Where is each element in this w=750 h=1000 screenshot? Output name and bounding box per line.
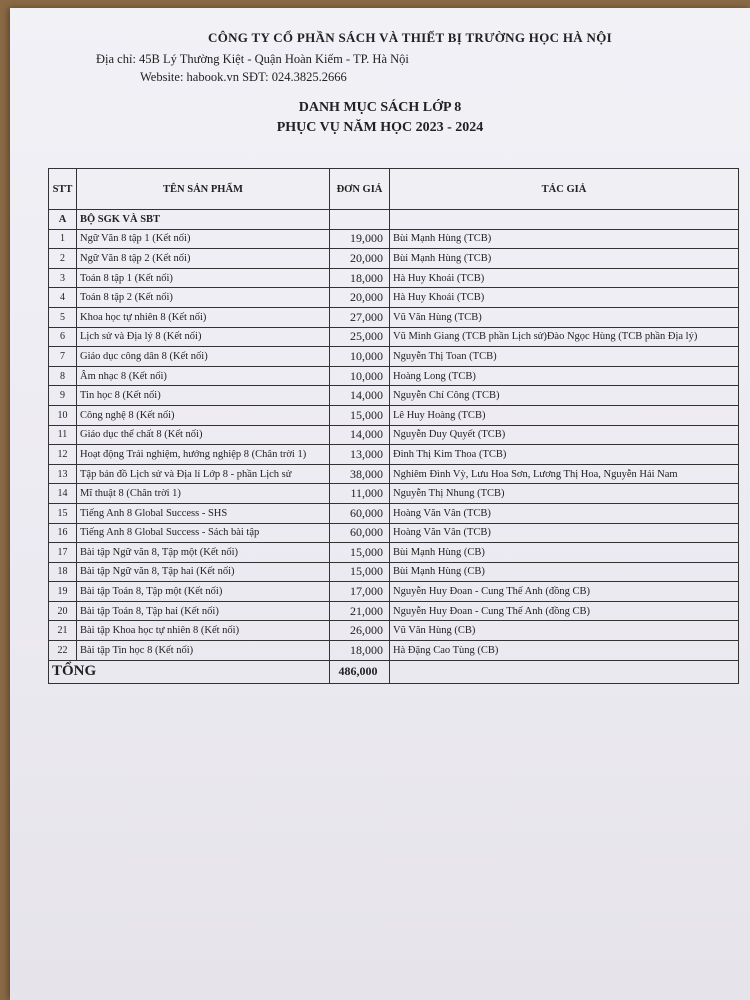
row-stt: 15 <box>49 503 77 523</box>
column-header-product: TÊN SẢN PHẨM <box>77 169 330 210</box>
row-stt: 10 <box>49 405 77 425</box>
table-row <box>49 464 739 484</box>
table-row <box>49 582 739 602</box>
table-row <box>49 386 739 406</box>
row-product-name: Giáo dục thể chất 8 (Kết nối) <box>77 425 330 445</box>
table-row <box>49 327 739 347</box>
row-stt: 14 <box>49 484 77 504</box>
row-price: 15,000 <box>330 543 390 563</box>
row-stt: 19 <box>49 582 77 602</box>
row-author: Bùi Mạnh Hùng (CB) <box>390 562 739 582</box>
row-author: Bùi Mạnh Hùng (CB) <box>390 543 739 563</box>
table-row <box>49 307 739 327</box>
row-author: Bùi Mạnh Hùng (TCB) <box>390 229 739 249</box>
table-row <box>49 601 739 621</box>
row-stt: 7 <box>49 347 77 367</box>
row-price: 60,000 <box>330 503 390 523</box>
row-author: Lê Huy Hoàng (TCB) <box>390 405 739 425</box>
table-row <box>49 288 739 308</box>
document-subtitle: PHỤC VỤ NĂM HỌC 2023 - 2024 <box>276 120 484 135</box>
row-product-name: Âm nhạc 8 (Kết nối) <box>77 366 330 386</box>
section-price-empty <box>330 210 390 230</box>
row-price: 38,000 <box>330 464 390 484</box>
row-stt: 6 <box>49 327 77 347</box>
row-price: 14,000 <box>330 425 390 445</box>
row-product-name: Bài tập Tin học 8 (Kết nối) <box>77 641 330 661</box>
row-stt: 3 <box>49 268 77 288</box>
table-row <box>49 523 739 543</box>
row-author: Nguyễn Thị Toan (TCB) <box>390 347 739 367</box>
row-author: Hà Đặng Cao Tùng (CB) <box>390 641 739 661</box>
row-price: 15,000 <box>330 405 390 425</box>
row-price: 19,000 <box>330 229 390 249</box>
row-product-name: Hoạt động Trải nghiệm, hướng nghiệp 8 (Chân trời 1) <box>77 445 330 465</box>
row-price: 17,000 <box>330 582 390 602</box>
table-row <box>49 445 739 465</box>
row-author: Hoàng Văn Vân (TCB) <box>390 503 739 523</box>
table-row <box>49 543 739 563</box>
column-header-stt: STT <box>49 169 77 210</box>
document-title: DANH MỤC SÁCH LỚP 8 <box>298 100 462 115</box>
row-product-name: Tập bản đồ Lịch sử và Địa lí Lớp 8 - phần Lịch sử <box>77 464 330 484</box>
table-header-row <box>49 169 739 210</box>
row-stt: 5 <box>49 307 77 327</box>
row-price: 21,000 <box>330 601 390 621</box>
table-row <box>49 425 739 445</box>
row-stt: 11 <box>49 425 77 445</box>
column-header-author: TÁC GIẢ <box>390 169 739 210</box>
row-product-name: Khoa học tự nhiên 8 (Kết nối) <box>77 307 330 327</box>
row-stt: 2 <box>49 249 77 269</box>
row-author: Vũ Văn Hùng (TCB) <box>390 307 739 327</box>
row-price: 18,000 <box>330 641 390 661</box>
row-stt: 16 <box>49 523 77 543</box>
row-author: Hà Huy Khoái (TCB) <box>390 268 739 288</box>
row-author: Nghiêm Đình Vỳ, Lưu Hoa Sơn, Lương Thị Hoa, Nguyễn Hải Nam <box>390 464 739 484</box>
row-price: 15,000 <box>330 562 390 582</box>
row-author: Nguyễn Huy Đoan - Cung Thế Anh (đồng CB) <box>390 601 739 621</box>
row-author: Hà Huy Khoái (TCB) <box>390 288 739 308</box>
row-product-name: Ngữ Văn 8 tập 2 (Kết nối) <box>77 249 330 269</box>
row-stt: 18 <box>49 562 77 582</box>
company-contact: Website: habook.vn SĐT: 024.3825.2666 <box>140 70 347 84</box>
company-address: Địa chỉ: 45B Lý Thường Kiệt - Quận Hoàn Kiếm - TP. Hà Nội <box>96 52 409 66</box>
total-row <box>49 660 739 683</box>
row-author: Nguyễn Chí Công (TCB) <box>390 386 739 406</box>
row-author: Hoàng Văn Vân (TCB) <box>390 523 739 543</box>
table-row <box>49 268 739 288</box>
table-row <box>49 641 739 661</box>
book-list-table <box>48 168 739 684</box>
row-author: Vũ Văn Hùng (CB) <box>390 621 739 641</box>
row-price: 60,000 <box>330 523 390 543</box>
row-price: 13,000 <box>330 445 390 465</box>
row-author: Đinh Thị Kim Thoa (TCB) <box>390 445 739 465</box>
row-stt: 8 <box>49 366 77 386</box>
row-product-name: Bài tập Toán 8, Tập hai (Kết nối) <box>77 601 330 621</box>
table-row <box>49 249 739 269</box>
row-product-name: Tiếng Anh 8 Global Success - SHS <box>77 503 330 523</box>
row-price: 20,000 <box>330 288 390 308</box>
table-row <box>49 405 739 425</box>
row-stt: 13 <box>49 464 77 484</box>
table-row <box>49 484 739 504</box>
row-price: 14,000 <box>330 386 390 406</box>
row-product-name: Toán 8 tập 2 (Kết nối) <box>77 288 330 308</box>
row-author: Nguyễn Thị Nhung (TCB) <box>390 484 739 504</box>
table-row <box>49 562 739 582</box>
table-row <box>49 229 739 249</box>
total-price: 486,000 <box>330 660 390 683</box>
total-author-empty <box>390 660 739 683</box>
row-price: 18,000 <box>330 268 390 288</box>
total-label: TỔNG <box>49 660 330 683</box>
row-product-name: Công nghệ 8 (Kết nối) <box>77 405 330 425</box>
row-stt: 4 <box>49 288 77 308</box>
row-author: Nguyễn Huy Đoan - Cung Thế Anh (đồng CB) <box>390 582 739 602</box>
row-price: 25,000 <box>330 327 390 347</box>
row-price: 27,000 <box>330 307 390 327</box>
row-author: Hoàng Long (TCB) <box>390 366 739 386</box>
row-product-name: Bài tập Ngữ văn 8, Tập hai (Kết nối) <box>77 562 330 582</box>
row-product-name: Ngữ Văn 8 tập 1 (Kết nối) <box>77 229 330 249</box>
row-stt: 21 <box>49 621 77 641</box>
section-name: BỘ SGK VÀ SBT <box>77 210 330 230</box>
row-product-name: Bài tập Ngữ văn 8, Tập một (Kết nối) <box>77 543 330 563</box>
section-row <box>49 210 739 230</box>
row-stt: 22 <box>49 641 77 661</box>
row-price: 10,000 <box>330 366 390 386</box>
row-author: Bùi Mạnh Hùng (TCB) <box>390 249 739 269</box>
section-code: A <box>49 210 77 230</box>
row-product-name: Tin học 8 (Kết nối) <box>77 386 330 406</box>
row-stt: 20 <box>49 601 77 621</box>
table-row <box>49 366 739 386</box>
table-row <box>49 621 739 641</box>
section-author-empty <box>390 210 739 230</box>
row-price: 10,000 <box>330 347 390 367</box>
row-price: 20,000 <box>330 249 390 269</box>
row-stt: 12 <box>49 445 77 465</box>
row-product-name: Mĩ thuật 8 (Chân trời 1) <box>77 484 330 504</box>
row-product-name: Tiếng Anh 8 Global Success - Sách bài tập <box>77 523 330 543</box>
row-author: Nguyễn Duy Quyết (TCB) <box>390 425 739 445</box>
row-product-name: Bài tập Toán 8, Tập một (Kết nối) <box>77 582 330 602</box>
row-product-name: Lịch sử và Địa lý 8 (Kết nối) <box>77 327 330 347</box>
row-price: 11,000 <box>330 484 390 504</box>
row-stt: 17 <box>49 543 77 563</box>
row-stt: 1 <box>49 229 77 249</box>
row-product-name: Toán 8 tập 1 (Kết nối) <box>77 268 330 288</box>
row-product-name: Bài tập Khoa học tự nhiên 8 (Kết nối) <box>77 621 330 641</box>
row-price: 26,000 <box>330 621 390 641</box>
row-author: Vũ Minh Giang (TCB phần Lịch sử)Đào Ngọc Hùng (TCB phần Địa lý) <box>390 327 739 347</box>
table-row <box>49 503 739 523</box>
column-header-price: ĐƠN GIÁ <box>330 169 390 210</box>
company-name: CÔNG TY CỔ PHẦN SÁCH VÀ THIẾT BỊ TRƯỜNG HỌC HÀ NỘI <box>208 30 612 45</box>
row-stt: 9 <box>49 386 77 406</box>
row-product-name: Giáo dục công dân 8 (Kết nối) <box>77 347 330 367</box>
table-row <box>49 347 739 367</box>
